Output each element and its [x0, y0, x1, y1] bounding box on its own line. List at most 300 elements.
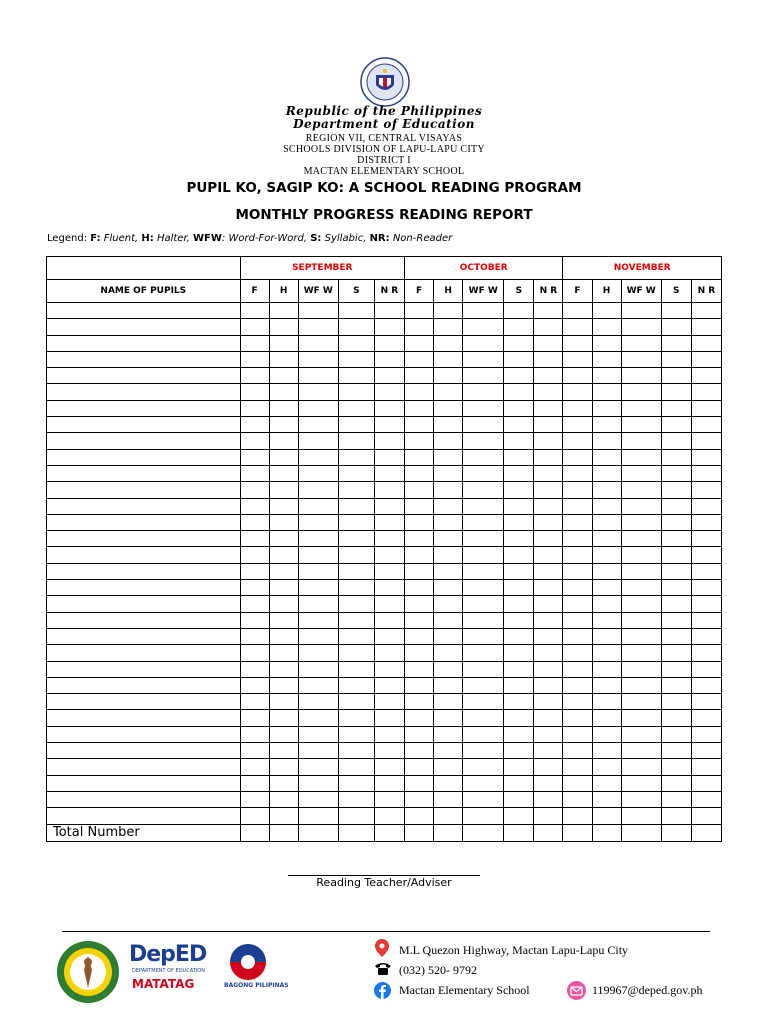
rating-cell	[504, 417, 534, 433]
rating-cell	[405, 743, 434, 759]
rating-cell	[691, 400, 721, 416]
pupil-row	[47, 514, 722, 530]
rating-cell	[691, 514, 721, 530]
rating-cell	[504, 759, 534, 775]
rating-cell	[338, 303, 374, 319]
rating-cell	[374, 547, 404, 563]
rating-cell	[563, 726, 592, 742]
pupil-name-cell	[47, 351, 241, 367]
rating-cell	[269, 400, 298, 416]
rating-cell	[621, 694, 661, 710]
legend-prefix: Legend:	[47, 233, 91, 244]
pupil-name-cell	[47, 563, 241, 579]
legend-code-s: S:	[310, 233, 322, 244]
rating-cell	[338, 335, 374, 351]
rating-cell	[691, 368, 721, 384]
rating-cell	[691, 775, 721, 791]
rating-cell	[463, 661, 504, 677]
rating-cell	[592, 368, 621, 384]
rating-cell	[338, 384, 374, 400]
rating-cell	[405, 400, 434, 416]
rating-cell	[563, 384, 592, 400]
footer-email: 119967@deped.gov.ph	[592, 983, 703, 997]
rating-cell	[661, 449, 691, 465]
rating-cell	[534, 743, 563, 759]
rating-cell	[298, 759, 338, 775]
rating-cell	[592, 433, 621, 449]
legend-desc-f: Fluent,	[100, 233, 142, 244]
total-cell	[338, 824, 374, 841]
rating-cell	[434, 498, 463, 514]
rating-cell	[240, 449, 269, 465]
pupil-name-cell	[47, 303, 241, 319]
rating-cell	[691, 547, 721, 563]
legend-desc-s: Syllabic,	[321, 233, 370, 244]
rating-cell	[534, 677, 563, 693]
header-district: DISTRICT I	[357, 155, 411, 166]
rating-cell	[504, 465, 534, 481]
rating-cell	[374, 319, 404, 335]
rating-cell	[405, 726, 434, 742]
pupil-row	[47, 482, 722, 498]
rating-cell	[374, 710, 404, 726]
rating-cell	[298, 808, 338, 824]
rating-cell	[563, 465, 592, 481]
rating-cell	[405, 563, 434, 579]
rating-cell	[621, 759, 661, 775]
rating-cell	[434, 596, 463, 612]
rating-cell	[338, 319, 374, 335]
rating-cell	[661, 596, 691, 612]
total-cell	[661, 824, 691, 841]
pupil-row	[47, 547, 722, 563]
rating-cell	[269, 368, 298, 384]
rating-cell	[298, 449, 338, 465]
signature-label: Reading Teacher/Adviser	[316, 876, 452, 889]
rating-cell	[661, 612, 691, 628]
location-pin-icon	[375, 939, 389, 957]
pupil-row	[47, 596, 722, 612]
rating-cell	[621, 645, 661, 661]
rating-cell	[504, 580, 534, 596]
rating-cell	[661, 710, 691, 726]
rating-cell	[534, 580, 563, 596]
rating-cell	[691, 433, 721, 449]
rating-cell	[691, 319, 721, 335]
month-october: OCTOBER	[405, 257, 563, 280]
rating-cell	[269, 465, 298, 481]
rating-cell	[661, 319, 691, 335]
rating-cell	[563, 368, 592, 384]
reading-progress-table	[46, 256, 722, 842]
rating-cell	[405, 628, 434, 644]
rating-cell	[338, 449, 374, 465]
rating-cell	[661, 482, 691, 498]
rating-cell	[534, 645, 563, 661]
rating-cell	[592, 580, 621, 596]
rating-cell	[269, 319, 298, 335]
rating-cell	[621, 368, 661, 384]
rating-cell	[405, 482, 434, 498]
rating-cell	[592, 514, 621, 530]
rating-cell	[405, 433, 434, 449]
pupil-row	[47, 645, 722, 661]
pupil-name-cell	[47, 743, 241, 759]
rating-cell	[691, 498, 721, 514]
rating-cell	[463, 628, 504, 644]
rating-cell	[374, 482, 404, 498]
rating-cell	[298, 596, 338, 612]
rating-cell	[269, 335, 298, 351]
rating-cell	[298, 791, 338, 807]
rating-cell	[240, 677, 269, 693]
rating-cell	[269, 580, 298, 596]
program-title: PUPIL KO, SAGIP KO: A SCHOOL READING PROGRAM	[186, 180, 582, 196]
pupil-row	[47, 743, 722, 759]
rating-cell	[374, 335, 404, 351]
legend-code-wfw: WFW	[193, 233, 222, 244]
rating-cell	[405, 759, 434, 775]
legend-code-f: F:	[90, 233, 101, 244]
rating-cell	[504, 335, 534, 351]
rating-cell	[621, 335, 661, 351]
rating-cell	[463, 677, 504, 693]
pupil-name-cell	[47, 417, 241, 433]
rating-cell	[534, 563, 563, 579]
rating-cell	[691, 612, 721, 628]
total-cell	[374, 824, 404, 841]
rating-cell	[463, 694, 504, 710]
rating-cell	[338, 645, 374, 661]
rating-cell	[621, 677, 661, 693]
rating-cell	[691, 563, 721, 579]
rating-cell	[434, 580, 463, 596]
rating-cell	[621, 465, 661, 481]
rating-cell	[661, 694, 691, 710]
blank-header-cell	[47, 257, 241, 280]
total-cell	[621, 824, 661, 841]
rating-cell	[691, 677, 721, 693]
rating-cell	[338, 596, 374, 612]
rating-cell	[621, 563, 661, 579]
rating-cell	[269, 710, 298, 726]
rating-cell	[338, 547, 374, 563]
rating-cell	[463, 335, 504, 351]
rating-cell	[534, 433, 563, 449]
rating-cell	[434, 514, 463, 530]
pupil-row	[47, 694, 722, 710]
rating-cell	[269, 743, 298, 759]
rating-cell	[463, 791, 504, 807]
rating-cell	[534, 661, 563, 677]
rating-cell	[269, 433, 298, 449]
rating-cell	[405, 710, 434, 726]
rating-cell	[534, 710, 563, 726]
legend-desc-wfw: : Word-For-Word,	[221, 233, 311, 244]
rating-cell	[338, 368, 374, 384]
school-seal-logo	[56, 940, 120, 1004]
header-region: REGION VII, CENTRAL VISAYAS	[305, 133, 463, 144]
rating-cell	[405, 351, 434, 367]
rating-cell	[563, 612, 592, 628]
rating-cell	[405, 417, 434, 433]
rating-cell	[434, 400, 463, 416]
rating-cell	[592, 384, 621, 400]
rating-cell	[621, 775, 661, 791]
rating-cell	[269, 384, 298, 400]
rating-cell	[534, 465, 563, 481]
pupil-row	[47, 319, 722, 335]
pupil-row	[47, 303, 722, 319]
column-header-row	[47, 280, 722, 303]
rating-cell	[661, 433, 691, 449]
name-of-pupils-header: NAME OF PUPILS	[47, 280, 241, 303]
rating-cell	[534, 417, 563, 433]
rating-cell	[592, 319, 621, 335]
rating-cell	[661, 465, 691, 481]
rating-cell	[592, 791, 621, 807]
rating-cell	[338, 400, 374, 416]
pupil-row	[47, 563, 722, 579]
rating-cell	[691, 335, 721, 351]
total-cell	[405, 824, 434, 841]
rating-cell	[374, 694, 404, 710]
rating-cell	[563, 694, 592, 710]
rating-cell	[563, 775, 592, 791]
rating-cell	[621, 400, 661, 416]
rating-cell	[661, 808, 691, 824]
rating-cell	[338, 743, 374, 759]
pupil-row	[47, 400, 722, 416]
report-title: MONTHLY PROGRESS READING REPORT	[235, 207, 533, 223]
rating-cell	[434, 726, 463, 742]
rating-cell	[405, 677, 434, 693]
rating-cell	[434, 351, 463, 367]
rating-cell	[661, 628, 691, 644]
rating-cell	[338, 726, 374, 742]
pupil-row	[47, 677, 722, 693]
rating-cell	[534, 482, 563, 498]
rating-cell	[504, 645, 534, 661]
rating-cell	[563, 417, 592, 433]
rating-cell	[534, 514, 563, 530]
rating-cell	[534, 319, 563, 335]
rating-cell	[338, 808, 374, 824]
col-wfw: WF W	[621, 280, 661, 303]
rating-cell	[240, 547, 269, 563]
total-cell	[592, 824, 621, 841]
rating-cell	[621, 498, 661, 514]
rating-cell	[534, 449, 563, 465]
total-cell	[504, 824, 534, 841]
rating-cell	[563, 759, 592, 775]
rating-cell	[240, 303, 269, 319]
rating-cell	[534, 531, 563, 547]
pupil-row	[47, 498, 722, 514]
rating-cell	[661, 417, 691, 433]
rating-cell	[463, 514, 504, 530]
rating-cell	[240, 482, 269, 498]
rating-cell	[463, 645, 504, 661]
rating-cell	[434, 743, 463, 759]
rating-cell	[463, 596, 504, 612]
rating-cell	[240, 531, 269, 547]
rating-cell	[534, 596, 563, 612]
rating-cell	[405, 384, 434, 400]
rating-cell	[298, 368, 338, 384]
rating-cell	[434, 482, 463, 498]
rating-cell	[592, 498, 621, 514]
pupil-row	[47, 417, 722, 433]
rating-cell	[661, 677, 691, 693]
rating-cell	[298, 303, 338, 319]
month-header-row	[47, 257, 722, 280]
col-f: F	[563, 280, 592, 303]
rating-cell	[434, 661, 463, 677]
rating-cell	[298, 400, 338, 416]
total-cell	[534, 824, 563, 841]
rating-cell	[691, 759, 721, 775]
pupil-name-cell	[47, 596, 241, 612]
rating-cell	[463, 465, 504, 481]
rating-cell	[463, 710, 504, 726]
rating-cell	[374, 351, 404, 367]
pupil-row	[47, 775, 722, 791]
rating-cell	[504, 791, 534, 807]
rating-cell	[338, 612, 374, 628]
rating-cell	[374, 384, 404, 400]
total-cell	[269, 824, 298, 841]
rating-cell	[691, 596, 721, 612]
pupil-name-cell	[47, 547, 241, 563]
rating-cell	[240, 694, 269, 710]
rating-cell	[592, 482, 621, 498]
total-cell	[298, 824, 338, 841]
rating-cell	[374, 417, 404, 433]
rating-cell	[434, 547, 463, 563]
pupil-row	[47, 710, 722, 726]
telephone-icon	[374, 962, 392, 976]
rating-cell	[691, 791, 721, 807]
pupil-row	[47, 351, 722, 367]
facebook-icon	[374, 982, 391, 999]
rating-cell	[463, 303, 504, 319]
header-department: Department of Education	[293, 117, 475, 131]
rating-cell	[534, 303, 563, 319]
total-cell	[691, 824, 721, 841]
rating-cell	[621, 384, 661, 400]
rating-cell	[661, 531, 691, 547]
rating-cell	[563, 580, 592, 596]
rating-cell	[534, 694, 563, 710]
rating-cell	[298, 726, 338, 742]
rating-cell	[592, 677, 621, 693]
rating-cell	[374, 368, 404, 384]
rating-cell	[592, 645, 621, 661]
rating-cell	[661, 498, 691, 514]
rating-cell	[592, 759, 621, 775]
header-division: SCHOOLS DIVISION OF LAPU-LAPU CITY	[283, 144, 485, 155]
pupil-name-cell	[47, 580, 241, 596]
pupil-name-cell	[47, 400, 241, 416]
rating-cell	[504, 694, 534, 710]
rating-cell	[240, 775, 269, 791]
rating-cell	[269, 514, 298, 530]
rating-cell	[298, 677, 338, 693]
rating-cell	[338, 482, 374, 498]
rating-cell	[592, 351, 621, 367]
rating-cell	[374, 465, 404, 481]
rating-cell	[592, 775, 621, 791]
rating-cell	[269, 417, 298, 433]
rating-cell	[563, 482, 592, 498]
rating-cell	[269, 563, 298, 579]
rating-cell	[504, 612, 534, 628]
rating-cell	[621, 482, 661, 498]
rating-cell	[463, 384, 504, 400]
rating-cell	[269, 351, 298, 367]
rating-cell	[534, 400, 563, 416]
pupil-row	[47, 384, 722, 400]
rating-cell	[691, 449, 721, 465]
pupil-name-cell	[47, 335, 241, 351]
rating-cell	[434, 791, 463, 807]
rating-cell	[434, 417, 463, 433]
rating-cell	[405, 368, 434, 384]
rating-cell	[434, 563, 463, 579]
rating-cell	[434, 384, 463, 400]
col-s: S	[661, 280, 691, 303]
rating-cell	[621, 612, 661, 628]
email-icon	[567, 981, 586, 1000]
rating-cell	[338, 580, 374, 596]
pupil-row	[47, 531, 722, 547]
pupil-name-cell	[47, 514, 241, 530]
rating-cell	[269, 775, 298, 791]
rating-cell	[504, 449, 534, 465]
rating-cell	[563, 498, 592, 514]
rating-cell	[691, 351, 721, 367]
rating-cell	[661, 791, 691, 807]
rating-cell	[504, 482, 534, 498]
rating-cell	[661, 661, 691, 677]
rating-cell	[240, 335, 269, 351]
rating-cell	[338, 498, 374, 514]
rating-cell	[240, 661, 269, 677]
col-h: H	[269, 280, 298, 303]
rating-cell	[240, 433, 269, 449]
rating-cell	[240, 759, 269, 775]
deped-logo: DepED	[129, 942, 207, 967]
rating-cell	[661, 335, 691, 351]
rating-cell	[534, 351, 563, 367]
rating-cell	[269, 547, 298, 563]
rating-cell	[661, 384, 691, 400]
rating-cell	[621, 791, 661, 807]
rating-cell	[240, 596, 269, 612]
rating-cell	[534, 791, 563, 807]
rating-cell	[240, 628, 269, 644]
pupil-name-cell	[47, 531, 241, 547]
rating-cell	[405, 335, 434, 351]
rating-cell	[240, 612, 269, 628]
rating-cell	[338, 628, 374, 644]
rating-cell	[298, 482, 338, 498]
rating-cell	[563, 303, 592, 319]
rating-cell	[434, 612, 463, 628]
rating-cell	[374, 580, 404, 596]
rating-cell	[374, 400, 404, 416]
